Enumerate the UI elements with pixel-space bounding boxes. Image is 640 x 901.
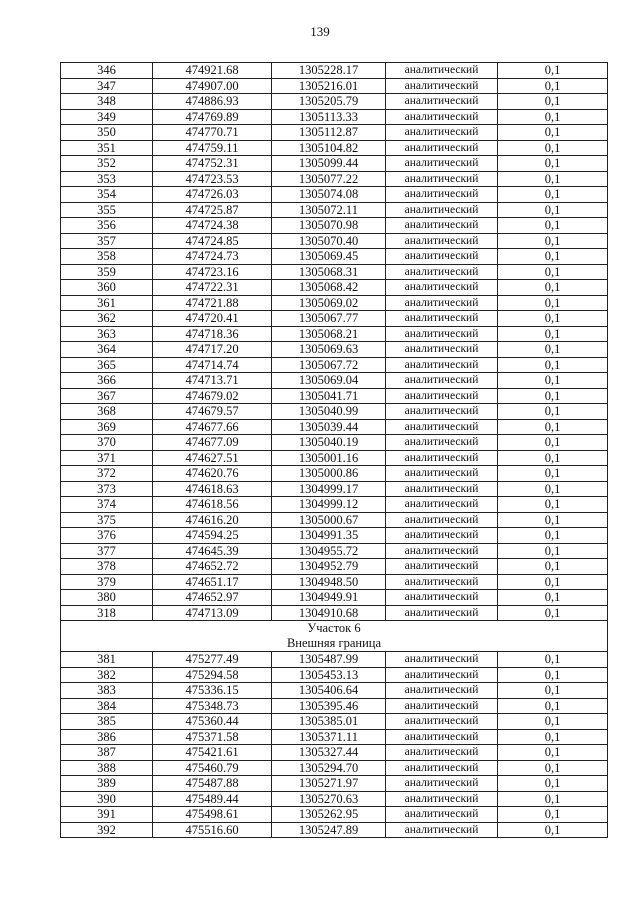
section-cell — [61, 621, 608, 652]
method-cell: аналитический — [386, 760, 498, 776]
point-number-cell: 373 — [61, 481, 153, 497]
coord-y-cell: 1305070.40 — [272, 233, 386, 249]
table-row — [61, 63, 608, 79]
accuracy-cell: 0,1 — [498, 791, 608, 807]
coord-x-cell: 474769.89 — [153, 109, 272, 125]
accuracy-cell: 0,1 — [498, 156, 608, 172]
table-row — [61, 218, 608, 234]
table-row — [61, 543, 608, 559]
point-number-cell: 389 — [61, 776, 153, 792]
accuracy-cell: 0,1 — [498, 202, 608, 218]
table-row — [61, 295, 608, 311]
point-number-cell: 380 — [61, 590, 153, 606]
coord-x-cell: 474717.20 — [153, 342, 272, 358]
coord-y-cell: 1305041.71 — [272, 388, 386, 404]
table-row — [61, 574, 608, 590]
table-row — [61, 125, 608, 141]
coord-y-cell: 1305040.99 — [272, 404, 386, 420]
table-row — [61, 140, 608, 156]
point-number-cell: 375 — [61, 512, 153, 528]
coord-x-cell: 474645.39 — [153, 543, 272, 559]
point-number-cell: 378 — [61, 559, 153, 575]
coord-x-cell: 474724.73 — [153, 249, 272, 265]
table-row — [61, 357, 608, 373]
method-cell: аналитический — [386, 559, 498, 575]
coord-y-cell: 1305247.89 — [272, 822, 386, 838]
coord-y-cell: 1304952.79 — [272, 559, 386, 575]
accuracy-cell: 0,1 — [498, 357, 608, 373]
coord-y-cell: 1305453.13 — [272, 667, 386, 683]
table-row — [61, 233, 608, 249]
coord-y-cell: 1305070.98 — [272, 218, 386, 234]
method-cell: аналитический — [386, 357, 498, 373]
method-cell: аналитический — [386, 419, 498, 435]
accuracy-cell: 0,1 — [498, 683, 608, 699]
table-row — [61, 450, 608, 466]
method-cell: аналитический — [386, 481, 498, 497]
table-row — [61, 249, 608, 265]
accuracy-cell: 0,1 — [498, 419, 608, 435]
coord-y-cell: 1305371.11 — [272, 729, 386, 745]
coord-y-cell: 1305395.46 — [272, 698, 386, 714]
coord-y-cell: 1305104.82 — [272, 140, 386, 156]
point-number-cell: 351 — [61, 140, 153, 156]
point-number-cell: 356 — [61, 218, 153, 234]
table-row — [61, 326, 608, 342]
method-cell: аналитический — [386, 311, 498, 327]
table-row — [61, 187, 608, 203]
table-row — [61, 683, 608, 699]
coord-y-cell: 1305205.79 — [272, 94, 386, 110]
table-row — [61, 667, 608, 683]
table-row — [61, 807, 608, 823]
page-number: 139 — [310, 24, 330, 39]
coord-x-cell: 474627.51 — [153, 450, 272, 466]
accuracy-cell: 0,1 — [498, 667, 608, 683]
coord-x-cell: 475460.79 — [153, 760, 272, 776]
point-number-cell: 377 — [61, 543, 153, 559]
point-number-cell: 349 — [61, 109, 153, 125]
table-row — [61, 698, 608, 714]
table-row — [61, 435, 608, 451]
coord-y-cell: 1305327.44 — [272, 745, 386, 761]
method-cell: аналитический — [386, 466, 498, 482]
coord-x-cell: 475371.58 — [153, 729, 272, 745]
table-row — [61, 760, 608, 776]
accuracy-cell: 0,1 — [498, 590, 608, 606]
point-number-cell: 384 — [61, 698, 153, 714]
point-number-cell: 357 — [61, 233, 153, 249]
point-number-cell: 371 — [61, 450, 153, 466]
accuracy-cell: 0,1 — [498, 388, 608, 404]
coord-x-cell: 474722.31 — [153, 280, 272, 296]
coord-y-cell: 1305294.70 — [272, 760, 386, 776]
coord-y-cell: 1305067.77 — [272, 311, 386, 327]
method-cell: аналитический — [386, 667, 498, 683]
table-body-bottom — [61, 652, 608, 838]
method-cell: аналитический — [386, 125, 498, 141]
accuracy-cell: 0,1 — [498, 512, 608, 528]
method-cell: аналитический — [386, 652, 498, 668]
point-number-cell: 383 — [61, 683, 153, 699]
coord-y-cell: 1304999.17 — [272, 481, 386, 497]
table-row — [61, 605, 608, 621]
accuracy-cell: 0,1 — [498, 481, 608, 497]
coord-x-cell: 474921.68 — [153, 63, 272, 79]
table-row — [61, 78, 608, 94]
point-number-cell: 358 — [61, 249, 153, 265]
coord-x-cell: 474616.20 — [153, 512, 272, 528]
coord-y-cell: 1305068.21 — [272, 326, 386, 342]
point-number-cell: 365 — [61, 357, 153, 373]
table-row — [61, 481, 608, 497]
coord-x-cell: 475294.58 — [153, 667, 272, 683]
accuracy-cell: 0,1 — [498, 822, 608, 838]
point-number-cell: 388 — [61, 760, 153, 776]
coordinates-table — [60, 62, 608, 838]
coord-y-cell: 1304955.72 — [272, 543, 386, 559]
accuracy-cell: 0,1 — [498, 233, 608, 249]
section-title: Участок 6 — [307, 621, 361, 635]
point-number-cell: 364 — [61, 342, 153, 358]
coord-x-cell: 475489.44 — [153, 791, 272, 807]
accuracy-cell: 0,1 — [498, 249, 608, 265]
method-cell: аналитический — [386, 404, 498, 420]
point-number-cell: 385 — [61, 714, 153, 730]
coord-x-cell: 475421.61 — [153, 745, 272, 761]
method-cell: аналитический — [386, 280, 498, 296]
coord-y-cell: 1305385.01 — [272, 714, 386, 730]
method-cell: аналитический — [386, 450, 498, 466]
method-cell: аналитический — [386, 590, 498, 606]
accuracy-cell: 0,1 — [498, 497, 608, 513]
accuracy-cell: 0,1 — [498, 311, 608, 327]
table-row — [61, 714, 608, 730]
point-number-cell: 348 — [61, 94, 153, 110]
coord-y-cell: 1305069.63 — [272, 342, 386, 358]
point-number-cell: 374 — [61, 497, 153, 513]
method-cell: аналитический — [386, 249, 498, 265]
method-cell: аналитический — [386, 202, 498, 218]
point-number-cell: 361 — [61, 295, 153, 311]
method-cell: аналитический — [386, 171, 498, 187]
table-row — [61, 497, 608, 513]
table-row — [61, 652, 608, 668]
table-row — [61, 109, 608, 125]
method-cell: аналитический — [386, 574, 498, 590]
point-number-cell: 350 — [61, 125, 153, 141]
method-cell: аналитический — [386, 745, 498, 761]
coord-y-cell: 1305406.64 — [272, 683, 386, 699]
table-row — [61, 512, 608, 528]
coord-x-cell: 474886.93 — [153, 94, 272, 110]
point-number-cell: 353 — [61, 171, 153, 187]
coord-y-cell: 1305069.04 — [272, 373, 386, 389]
coord-y-cell: 1305068.42 — [272, 280, 386, 296]
coord-x-cell: 474752.31 — [153, 156, 272, 172]
coord-y-cell: 1305072.11 — [272, 202, 386, 218]
point-number-cell: 390 — [61, 791, 153, 807]
point-number-cell: 382 — [61, 667, 153, 683]
method-cell: аналитический — [386, 187, 498, 203]
method-cell: аналитический — [386, 807, 498, 823]
accuracy-cell: 0,1 — [498, 280, 608, 296]
point-number-cell: 347 — [61, 78, 153, 94]
coord-x-cell: 474651.17 — [153, 574, 272, 590]
method-cell: аналитический — [386, 543, 498, 559]
coord-y-cell: 1304910.68 — [272, 605, 386, 621]
coord-y-cell: 1305067.72 — [272, 357, 386, 373]
method-cell: аналитический — [386, 264, 498, 280]
accuracy-cell: 0,1 — [498, 466, 608, 482]
coord-x-cell: 474620.76 — [153, 466, 272, 482]
table-row — [61, 94, 608, 110]
coord-x-cell: 475516.60 — [153, 822, 272, 838]
coord-x-cell: 474907.00 — [153, 78, 272, 94]
coord-x-cell: 474724.85 — [153, 233, 272, 249]
coord-y-cell: 1305000.67 — [272, 512, 386, 528]
table-row — [61, 388, 608, 404]
coord-x-cell: 474723.16 — [153, 264, 272, 280]
point-number-cell: 359 — [61, 264, 153, 280]
coord-x-cell: 474594.25 — [153, 528, 272, 544]
method-cell: аналитический — [386, 156, 498, 172]
table-row — [61, 342, 608, 358]
accuracy-cell: 0,1 — [498, 729, 608, 745]
coord-x-cell: 474677.09 — [153, 435, 272, 451]
point-number-cell: 387 — [61, 745, 153, 761]
coord-x-cell: 474652.97 — [153, 590, 272, 606]
table-row — [61, 466, 608, 482]
accuracy-cell: 0,1 — [498, 450, 608, 466]
section-row — [61, 621, 608, 652]
accuracy-cell: 0,1 — [498, 776, 608, 792]
coord-x-cell: 474618.63 — [153, 481, 272, 497]
method-cell: аналитический — [386, 729, 498, 745]
accuracy-cell: 0,1 — [498, 404, 608, 420]
accuracy-cell: 0,1 — [498, 373, 608, 389]
coord-x-cell: 475498.61 — [153, 807, 272, 823]
coord-x-cell: 474679.57 — [153, 404, 272, 420]
accuracy-cell: 0,1 — [498, 435, 608, 451]
accuracy-cell: 0,1 — [498, 140, 608, 156]
accuracy-cell: 0,1 — [498, 264, 608, 280]
point-number-cell: 392 — [61, 822, 153, 838]
point-number-cell: 318 — [61, 605, 153, 621]
coord-x-cell: 474713.09 — [153, 605, 272, 621]
accuracy-cell: 0,1 — [498, 171, 608, 187]
accuracy-cell: 0,1 — [498, 187, 608, 203]
method-cell: аналитический — [386, 435, 498, 451]
coord-y-cell: 1305262.95 — [272, 807, 386, 823]
table-row — [61, 745, 608, 761]
accuracy-cell: 0,1 — [498, 63, 608, 79]
method-cell: аналитический — [386, 528, 498, 544]
coord-y-cell: 1305000.86 — [272, 466, 386, 482]
method-cell: аналитический — [386, 63, 498, 79]
accuracy-cell: 0,1 — [498, 78, 608, 94]
point-number-cell: 360 — [61, 280, 153, 296]
table-row — [61, 559, 608, 575]
coord-y-cell: 1304949.91 — [272, 590, 386, 606]
table-row — [61, 822, 608, 838]
table-row — [61, 264, 608, 280]
table-row — [61, 280, 608, 296]
coord-y-cell: 1305112.87 — [272, 125, 386, 141]
coord-x-cell: 474726.03 — [153, 187, 272, 203]
method-cell: аналитический — [386, 218, 498, 234]
accuracy-cell: 0,1 — [498, 760, 608, 776]
point-number-cell: 368 — [61, 404, 153, 420]
point-number-cell: 370 — [61, 435, 153, 451]
point-number-cell: 366 — [61, 373, 153, 389]
table-row — [61, 419, 608, 435]
point-number-cell: 355 — [61, 202, 153, 218]
accuracy-cell: 0,1 — [498, 745, 608, 761]
coord-y-cell: 1305074.08 — [272, 187, 386, 203]
point-number-cell: 391 — [61, 807, 153, 823]
method-cell: аналитический — [386, 295, 498, 311]
accuracy-cell: 0,1 — [498, 714, 608, 730]
point-number-cell: 362 — [61, 311, 153, 327]
accuracy-cell: 0,1 — [498, 807, 608, 823]
coord-x-cell: 474723.53 — [153, 171, 272, 187]
point-number-cell: 379 — [61, 574, 153, 590]
accuracy-cell: 0,1 — [498, 574, 608, 590]
coord-y-cell: 1305069.02 — [272, 295, 386, 311]
method-cell: аналитический — [386, 388, 498, 404]
table-row — [61, 156, 608, 172]
coord-y-cell: 1305068.31 — [272, 264, 386, 280]
section-header — [61, 621, 608, 652]
accuracy-cell: 0,1 — [498, 218, 608, 234]
point-number-cell: 346 — [61, 63, 153, 79]
accuracy-cell: 0,1 — [498, 109, 608, 125]
accuracy-cell: 0,1 — [498, 326, 608, 342]
coord-y-cell: 1304991.35 — [272, 528, 386, 544]
point-number-cell: 352 — [61, 156, 153, 172]
coord-y-cell: 1304948.50 — [272, 574, 386, 590]
coord-x-cell: 474724.38 — [153, 218, 272, 234]
accuracy-cell: 0,1 — [498, 528, 608, 544]
coord-x-cell: 474677.66 — [153, 419, 272, 435]
coord-y-cell: 1304999.12 — [272, 497, 386, 513]
coord-x-cell: 475487.88 — [153, 776, 272, 792]
point-number-cell: 369 — [61, 419, 153, 435]
coord-x-cell: 474713.71 — [153, 373, 272, 389]
coord-x-cell: 474770.71 — [153, 125, 272, 141]
coord-y-cell: 1305099.44 — [272, 156, 386, 172]
point-number-cell: 354 — [61, 187, 153, 203]
method-cell: аналитический — [386, 78, 498, 94]
table-row — [61, 729, 608, 745]
method-cell: аналитический — [386, 373, 498, 389]
method-cell: аналитический — [386, 94, 498, 110]
method-cell: аналитический — [386, 342, 498, 358]
coord-x-cell: 474652.72 — [153, 559, 272, 575]
coord-x-cell: 474714.74 — [153, 357, 272, 373]
method-cell: аналитический — [386, 140, 498, 156]
method-cell: аналитический — [386, 698, 498, 714]
table-row — [61, 528, 608, 544]
accuracy-cell: 0,1 — [498, 94, 608, 110]
section-subtitle: Внешняя граница — [286, 636, 382, 650]
method-cell: аналитический — [386, 714, 498, 730]
coord-x-cell: 475348.73 — [153, 698, 272, 714]
coord-y-cell: 1305270.63 — [272, 791, 386, 807]
accuracy-cell: 0,1 — [498, 342, 608, 358]
accuracy-cell: 0,1 — [498, 605, 608, 621]
accuracy-cell: 0,1 — [498, 652, 608, 668]
coord-y-cell: 1305113.33 — [272, 109, 386, 125]
coord-x-cell: 475336.15 — [153, 683, 272, 699]
coord-y-cell: 1305069.45 — [272, 249, 386, 265]
coord-x-cell: 474618.56 — [153, 497, 272, 513]
method-cell: аналитический — [386, 605, 498, 621]
point-number-cell: 381 — [61, 652, 153, 668]
method-cell: аналитический — [386, 776, 498, 792]
point-number-cell: 363 — [61, 326, 153, 342]
coord-y-cell: 1305001.16 — [272, 450, 386, 466]
accuracy-cell: 0,1 — [498, 559, 608, 575]
point-number-cell: 376 — [61, 528, 153, 544]
coord-x-cell: 474721.88 — [153, 295, 272, 311]
coord-y-cell: 1305040.19 — [272, 435, 386, 451]
accuracy-cell: 0,1 — [498, 543, 608, 559]
coord-y-cell: 1305228.17 — [272, 63, 386, 79]
method-cell: аналитический — [386, 822, 498, 838]
point-number-cell: 386 — [61, 729, 153, 745]
table-row — [61, 590, 608, 606]
coord-x-cell: 474725.87 — [153, 202, 272, 218]
method-cell: аналитический — [386, 512, 498, 528]
method-cell: аналитический — [386, 326, 498, 342]
coord-y-cell: 1305487.99 — [272, 652, 386, 668]
coord-x-cell: 475277.49 — [153, 652, 272, 668]
method-cell: аналитический — [386, 683, 498, 699]
coord-y-cell: 1305216.01 — [272, 78, 386, 94]
point-number-cell: 367 — [61, 388, 153, 404]
method-cell: аналитический — [386, 497, 498, 513]
table-row — [61, 791, 608, 807]
table-row — [61, 404, 608, 420]
coord-x-cell: 474759.11 — [153, 140, 272, 156]
coord-y-cell: 1305077.22 — [272, 171, 386, 187]
method-cell: аналитический — [386, 109, 498, 125]
accuracy-cell: 0,1 — [498, 698, 608, 714]
method-cell: аналитический — [386, 233, 498, 249]
table-row — [61, 776, 608, 792]
method-cell: аналитический — [386, 791, 498, 807]
table-row — [61, 171, 608, 187]
accuracy-cell: 0,1 — [498, 125, 608, 141]
coord-x-cell: 474720.41 — [153, 311, 272, 327]
table-row — [61, 202, 608, 218]
coord-x-cell: 474718.36 — [153, 326, 272, 342]
coord-x-cell: 475360.44 — [153, 714, 272, 730]
accuracy-cell: 0,1 — [498, 295, 608, 311]
coord-x-cell: 474679.02 — [153, 388, 272, 404]
point-number-cell: 372 — [61, 466, 153, 482]
table-row — [61, 311, 608, 327]
coord-y-cell: 1305039.44 — [272, 419, 386, 435]
coord-y-cell: 1305271.97 — [272, 776, 386, 792]
table-row — [61, 373, 608, 389]
table-body-top — [61, 63, 608, 621]
